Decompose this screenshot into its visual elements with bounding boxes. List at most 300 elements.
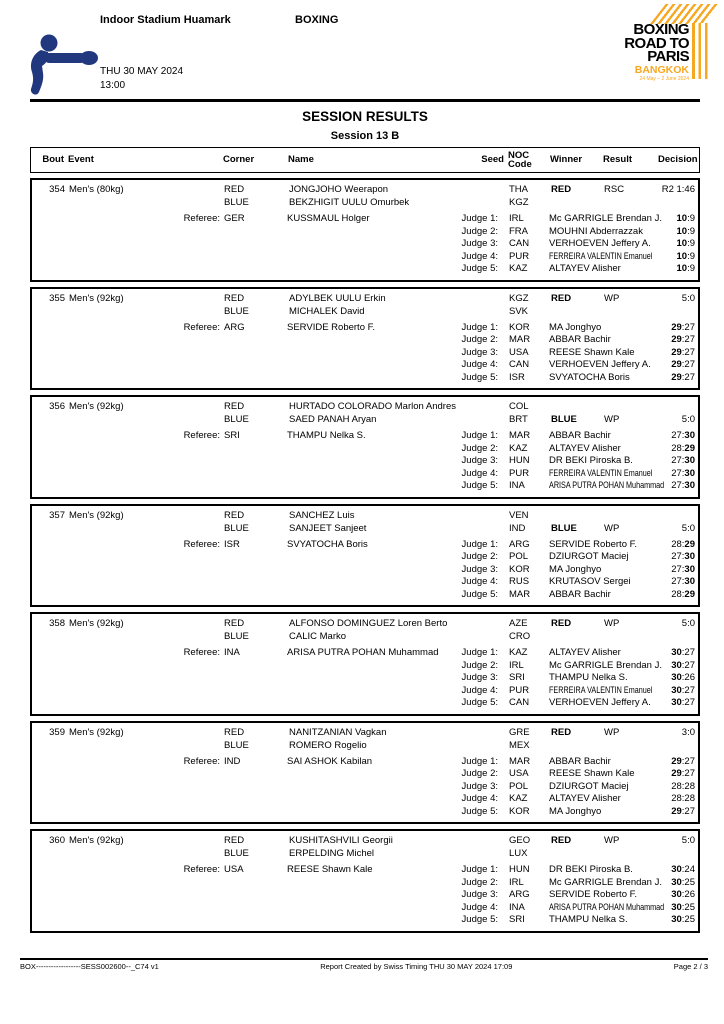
noc-blue: MEX [509,739,530,751]
seed-red [477,183,509,196]
judge-score: 10:9 [676,225,695,237]
boxer-name-red: KUSHITASHVILI Georgii [289,835,393,846]
judge-name: Mc GARRIGLE Brendan J. [549,659,662,671]
seed-red [477,726,509,739]
judge-row [32,334,698,347]
result-value: WP [604,522,620,534]
winner-value [549,196,604,209]
corner-label-blue: BLUE [224,739,249,751]
boxer-name-blue: BEKZHIGIT UULU Omurbek [289,197,410,208]
referee-name: REESE Shawn Kale [287,864,373,875]
result-value [604,630,659,643]
bout-number: 357 [49,509,65,521]
corner-label-red: RED [224,835,245,846]
judge-name: FERREIRA VALENTIN Emanuel [549,467,653,479]
judge-noc: KOR [509,805,530,817]
judge-noc: POL [509,780,529,792]
referee-label: Referee: [183,430,220,441]
decision-value: 5:0 [681,292,695,304]
seed-red [477,617,509,630]
judge-label: Judge 4: [461,359,498,370]
noc-red: THA [509,184,528,195]
judge-score: 27:30 [671,455,695,466]
judge-score: 28:29 [671,538,695,550]
referee-noc: ARG [224,321,245,333]
judge-noc: ISR [509,371,525,383]
col-name: Name [288,154,314,165]
result-value [604,739,659,752]
judge-score: 28:28 [671,780,695,792]
judge-noc: KAZ [509,442,528,454]
col-winner: Winner [550,154,583,165]
noc-red: GRE [509,726,530,738]
referee-noc: ISR [224,538,240,550]
corner-label-blue: BLUE [224,848,249,859]
bout-block [30,504,700,608]
event-name: Men's (92kg) [69,401,124,412]
judge-row [32,226,698,239]
seed-blue [477,630,509,643]
judge-name: FERREIRA VALENTIN Emanuel [549,684,653,696]
judge-noc: USA [509,768,529,779]
red-corner-row [32,726,698,739]
judge-score: 10:9 [676,213,695,224]
judge-name: SERVIDE Roberto F. [549,538,638,550]
event-name: Men's (92kg) [69,618,124,629]
corner-label-red: RED [224,184,245,195]
judge-label: Judge 3: [461,346,498,358]
result-value: WP [604,835,620,846]
judge-noc: IRL [509,659,524,671]
judge-label: Judge 2: [461,225,498,237]
result-value [604,847,659,860]
decision-value: 5:0 [681,414,695,425]
judge-row [32,889,698,902]
judge-score: 27:30 [671,576,695,587]
boxer-name-red: JONGJOHO Weerapon [289,184,389,195]
referee-label: Referee: [183,647,220,658]
judge-noc: INA [509,901,525,913]
corner-label-blue: BLUE [224,631,249,642]
winner-value: RED [551,184,572,195]
seed-red [477,400,509,413]
winner-value [549,630,604,643]
seed-red [477,292,509,305]
bout-number: 358 [49,618,65,629]
corner-label-red: RED [224,509,245,521]
judge-name: DZIURGOT Maciej [549,780,629,792]
seed-red [477,509,509,522]
col-corner: Corner [223,154,255,165]
judge-row [32,589,698,602]
judge-score: 28:29 [671,588,695,600]
judge-label: Judge 2: [461,442,498,454]
judge-name: ABBAR Bachir [549,430,611,441]
judge-score: 27:30 [671,467,695,479]
bout-number [32,630,69,643]
decision-value [659,630,698,643]
judge-label: Judge 5: [461,914,498,925]
blue-corner-row [32,522,698,535]
referee-name: KUSSMAUL Holger [287,213,370,224]
blue-corner-row [32,739,698,752]
judge-noc: KOR [509,563,530,575]
event-name: Men's (92kg) [69,726,124,738]
judge-score: 27:30 [671,480,695,491]
judge-row [32,372,698,385]
judge-name: MA Jonghyo [549,563,602,575]
noc-blue: CRO [509,631,531,642]
judge-name: Mc GARRIGLE Brendan J. [549,213,662,224]
judge-row [32,551,698,564]
judge-name: VERHOEVEN Jeffery A. [549,697,651,708]
winner-value: RED [551,292,572,304]
judge-noc: IRL [509,876,524,888]
judge-row [32,914,698,927]
result-value [604,305,659,318]
judge-label: Judge 2: [461,768,498,779]
referee-label: Referee: [183,213,220,224]
footer [20,958,708,971]
judge-noc: KAZ [509,793,528,804]
bout-block [30,287,700,391]
judge-name: DR BEKI Piroska B. [549,455,633,466]
judge-row [32,263,698,276]
judge-row [32,647,698,660]
judge-row [32,455,698,468]
red-corner-row [32,834,698,847]
corner-label-red: RED [224,292,245,304]
judge-noc: PUR [509,250,530,262]
judge-name: THAMPU Nelka S. [549,672,628,683]
blue-corner-row [32,630,698,643]
referee-name: SVYATOCHA Boris [287,538,368,550]
boxer-name-red: NANITZANIAN Vagkan [289,726,387,738]
judge-name: ABBAR Bachir [549,334,611,345]
judge-label: Judge 3: [461,889,498,900]
logo-side-stripes [692,23,708,79]
col-noc-code: NOC Code [508,149,532,170]
event-name [69,196,222,209]
judge-score: 30:25 [671,876,695,888]
judge-noc: CAN [509,697,530,708]
decision-value [659,739,698,752]
judge-score: 27:30 [671,563,695,575]
judge-label: Judge 3: [461,672,498,683]
judge-score: 28:28 [671,793,695,804]
judge-score: 10:9 [676,238,695,249]
session-time: 13:00 [100,80,126,91]
bout-number [32,739,69,752]
judge-noc: MAR [509,755,531,767]
blue-corner-row [32,847,698,860]
officials-section [32,539,698,602]
judge-row [32,251,698,264]
referee-noc: GER [224,213,245,224]
decision-value: 5:0 [681,618,695,629]
event-name [69,739,222,752]
judge-label: Judge 1: [461,647,498,658]
judge-noc: FRA [509,225,528,237]
referee-noc: IND [224,755,241,767]
judge-label: Judge 2: [461,334,498,345]
corner-label-blue: BLUE [224,305,249,317]
officials-section [32,647,698,710]
corner-label-blue: BLUE [224,414,249,425]
referee-label: Referee: [183,538,220,550]
judge-noc: ARG [509,538,530,550]
judge-noc: PUR [509,684,530,696]
result-value: RSC [604,184,625,195]
noc-blue: BRT [509,414,528,425]
judge-score: 29:27 [671,768,695,779]
logo-city: BANGKOK [634,63,689,76]
col-seed: Seed [481,154,504,165]
seed-blue [477,522,509,535]
judge-label: Judge 5: [461,371,498,383]
judge-name: DZIURGOT Maciej [549,551,629,562]
winner-value: RED [551,726,572,738]
judge-label: Judge 1: [461,538,498,550]
winner-value [549,847,604,860]
boxer-name-red: SANCHEZ Luis [289,509,355,521]
judge-name: ALTAYEV Alisher [549,793,621,804]
decision-value: 3:0 [681,726,695,738]
judge-noc: SRI [509,672,525,683]
judge-score: 30:25 [671,901,695,913]
footer-page-number: Page 2 / 3 [673,962,708,971]
judge-label: Judge 4: [461,576,498,587]
judge-noc: INA [509,480,525,491]
referee-name: ARISA PUTRA POHAN Muhammad [287,647,439,658]
red-corner-row [32,617,698,630]
sport-title: BOXING [295,14,339,26]
boxer-name-blue: MICHALEK David [289,305,365,317]
judge-row [32,443,698,456]
judge-label: Judge 4: [461,467,498,479]
decision-value [659,305,698,318]
judge-name: SVYATOCHA Boris [549,371,630,383]
judge-name: MOUHNI Abderrazzak [549,225,643,237]
judge-row [32,430,698,443]
winner-value: RED [551,618,572,629]
result-value [604,400,659,413]
judge-label: Judge 1: [461,213,498,224]
decision-value [659,847,698,860]
judge-noc: KAZ [509,647,528,658]
judge-row [32,864,698,877]
footer-report-code: BOX------------------SESS002600--_C74 v1 [20,962,159,971]
judge-score: 10:9 [676,263,695,274]
judge-row [32,660,698,673]
judge-row [32,213,698,226]
judge-row [32,238,698,251]
judge-score: 27:30 [671,551,695,562]
judge-label: Judge 4: [461,250,498,262]
logo-line2: ROAD TO [624,34,689,52]
bout-number [32,196,69,209]
judge-score: 27:30 [671,430,695,441]
referee-noc: INA [224,647,240,658]
event-name: Men's (80kg) [69,184,124,195]
judge-score: 10:9 [676,250,695,262]
judge-name: ALTAYEV Alisher [549,442,621,454]
officials-section [32,213,698,276]
judge-label: Judge 4: [461,901,498,913]
red-corner-row [32,183,698,196]
corner-label-red: RED [224,726,245,738]
noc-blue: IND [509,522,526,534]
result-value: WP [604,618,620,629]
blue-corner-row [32,413,698,426]
winner-value: RED [551,835,572,846]
bout-block [30,395,700,499]
corner-label-blue: BLUE [224,522,249,534]
judge-name: REESE Shawn Kale [549,768,635,779]
boxer-name-blue: SANJEET Sanjeet [289,522,367,534]
event-name: Men's (92kg) [69,835,124,846]
bout-block [30,721,700,825]
bout-number [32,847,69,860]
noc-blue: LUX [509,848,528,859]
result-value [604,509,659,522]
judge-row [32,564,698,577]
judge-name: KRUTASOV Sergei [549,576,631,587]
officials-section [32,430,698,493]
noc-red: KGZ [509,292,529,304]
judge-label: Judge 4: [461,684,498,696]
judge-label: Judge 3: [461,455,498,466]
judge-label: Judge 2: [461,551,498,562]
officials-section [32,756,698,819]
bout-number: 359 [49,726,65,738]
boxer-name-blue: ROMERO Rogelio [289,739,367,751]
judge-noc: CAN [509,359,530,370]
winner-value [549,400,604,413]
judge-noc: MAR [509,588,531,600]
judge-row [32,480,698,493]
judge-name: MA Jonghyo [549,321,602,333]
seed-blue [477,847,509,860]
event-name [69,630,222,643]
referee-label: Referee: [183,755,220,767]
judge-noc: SRI [509,914,525,925]
referee-noc: USA [224,864,244,875]
judge-noc: IRL [509,213,524,224]
col-decision: Decision [658,154,698,165]
judge-label: Judge 2: [461,876,498,888]
header-divider [30,99,700,102]
red-corner-row [32,292,698,305]
judge-label: Judge 3: [461,563,498,575]
judge-noc: CAN [509,238,530,249]
judge-score: 30:26 [671,889,695,900]
judge-noc: POL [509,551,529,562]
seed-red [477,834,509,847]
bout-number [32,305,69,318]
judge-score: 29:27 [671,346,695,358]
judge-row [32,468,698,481]
corner-label-red: RED [224,401,245,412]
bout-number [32,522,69,535]
noc-blue: KGZ [509,197,529,208]
judge-noc: PUR [509,467,530,479]
judge-noc: USA [509,346,529,358]
judge-name: Mc GARRIGLE Brendan J. [549,876,662,888]
judge-row [32,756,698,769]
judge-noc: MAR [509,430,531,441]
judge-score: 30:27 [671,684,695,696]
decision-value [659,400,698,413]
judge-label: Judge 4: [461,793,498,804]
bout-number [32,413,69,426]
judge-name: ALTAYEV Alisher [549,647,621,658]
judge-label: Judge 5: [461,805,498,817]
judge-row [32,902,698,915]
seed-blue [477,413,509,426]
judge-name: VERHOEVEN Jeffery A. [549,359,651,370]
report-header [30,0,700,102]
event-name [69,522,222,535]
judge-row [32,672,698,685]
event-name [69,413,222,426]
judge-noc: KAZ [509,263,528,274]
decision-value: R2 1:46 [661,184,695,195]
judge-name: FERREIRA VALENTIN Emanuel [549,250,653,262]
winner-value: BLUE [551,522,577,534]
bout-number: 360 [49,835,65,846]
referee-label: Referee: [183,321,220,333]
result-value: WP [604,726,620,738]
noc-red: COL [509,401,529,412]
officials-section [32,322,698,385]
seed-blue [477,196,509,209]
judge-score: 29:27 [671,359,695,370]
col-event: Event [68,154,94,165]
judge-row [32,539,698,552]
judge-label: Judge 5: [461,480,498,491]
col-result: Result [603,154,633,165]
boxer-name-blue: CALIC Marko [289,631,347,642]
judge-name: DR BEKI Piroska B. [549,864,633,875]
boxer-name-blue: ERPELDING Michel [289,848,374,859]
judge-label: Judge 5: [461,588,498,600]
page-title: SESSION RESULTS [302,109,428,124]
decision-value [659,509,698,522]
noc-red: AZE [509,618,528,629]
judge-label: Judge 1: [461,321,498,333]
judge-score: 30:27 [671,697,695,708]
judge-row [32,347,698,360]
judge-row [32,576,698,589]
red-corner-row [32,400,698,413]
blue-corner-row [32,305,698,318]
referee-label: Referee: [183,864,220,875]
logo-dates: 24 May – 2 June 2024 [639,75,689,82]
decision-value: 5:0 [681,835,695,846]
event-name: Men's (92kg) [69,509,124,521]
result-value: WP [604,414,620,425]
judge-score: 29:27 [671,371,695,383]
bout-block [30,612,700,716]
judge-name: SERVIDE Roberto F. [549,889,638,900]
result-value [604,196,659,209]
event-name: Men's (92kg) [69,292,124,304]
judge-row [32,793,698,806]
blue-corner-row [32,196,698,209]
judge-row [32,806,698,819]
judge-name: ABBAR Bachir [549,755,611,767]
